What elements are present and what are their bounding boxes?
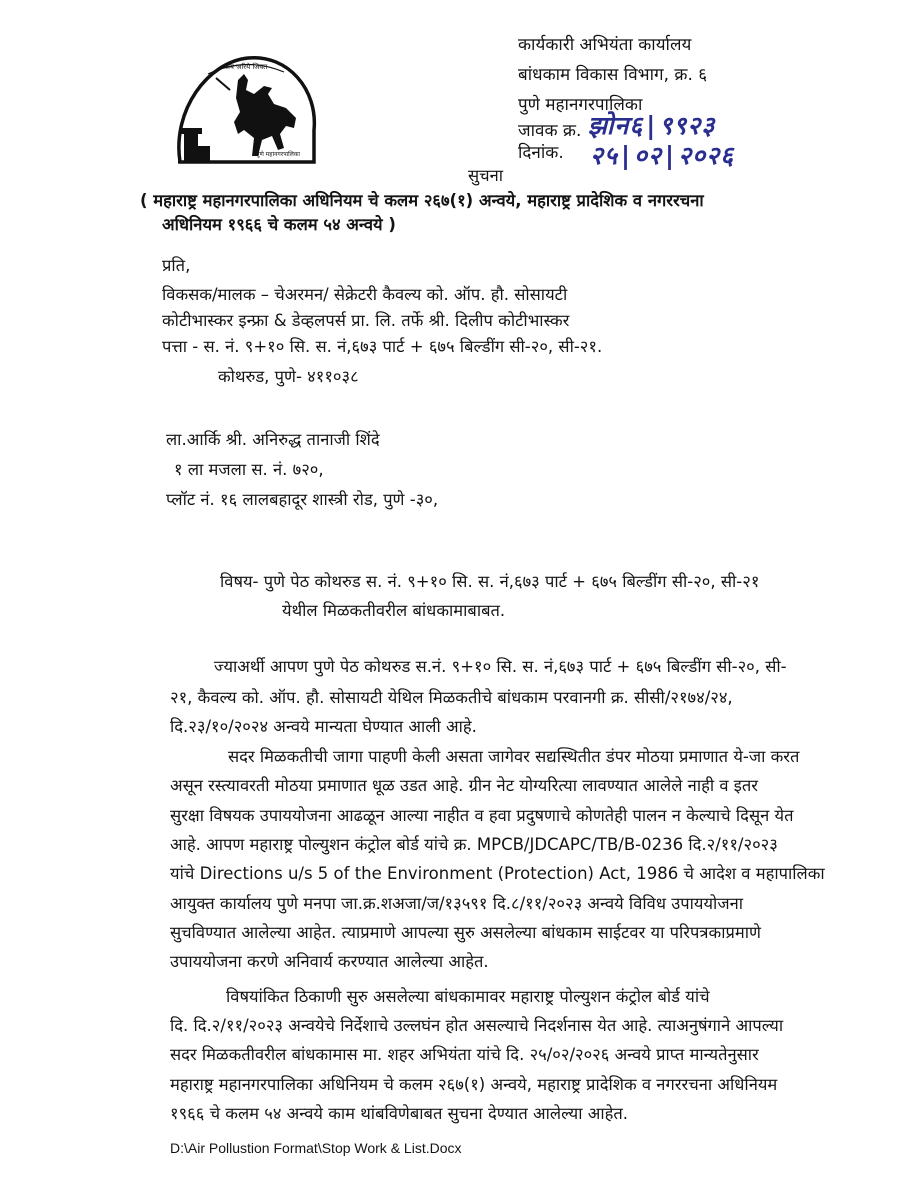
body-line: यांचे Directions u/s 5 of the Environment (Protection) Act, 1986 चे आदेश व महापालिका bbox=[170, 864, 825, 883]
body-line: दि. दि.२/११/२०२३ अन्वयेचे निर्देशाचे उल्लघंन होत असल्याचे निदर्शनास येत आहे. त्याअनुषंगाने आपल्या bbox=[170, 1016, 784, 1035]
architect-line1: ला.आर्कि श्री. अनिरुद्ध तानाजी शिंदे bbox=[166, 430, 380, 449]
recipient-address-line4: कोथरुड, पुणे- ४११०३८ bbox=[218, 367, 359, 386]
body-line: १९६६ चे कलम ५४ अन्वये काम थांबविणेबाबत सुचना देण्यात आलेल्या आहेत. bbox=[170, 1104, 628, 1123]
logo-top-text: जय जरिये जिवत bbox=[224, 63, 268, 71]
body-line: असून रस्त्यावरती मोठया प्रमाणात धूळ उडत आहे. ग्रीन नेट योग्यरित्या लावण्यात आलेले नाही व इतर bbox=[170, 776, 759, 795]
body-line: आहे. आपण महाराष्ट्र पोल्युशन कंट्रोल बोर्ड यांचे क्र. MPCB/JDCAPC/TB/B-0236 दि.२/११/२०२३ bbox=[170, 835, 778, 854]
body-line: सदर मिळकतीवरील बांधकामास मा. शहर अभियंता यांचे दि. २५/०२/२०२६ अन्वये प्राप्त मान्यतेनुसार bbox=[170, 1045, 759, 1064]
recipient-address-line3: पत्ता - स. नं. ९+१० सि. स. नं,६७३ पार्ट + ६७५ बिल्डींग सी-२०, सी-२१. bbox=[162, 337, 603, 356]
architect-line3: प्लॉट नं. १६ लालबहादूर शास्त्री रोड, पुणे -३०, bbox=[166, 490, 439, 509]
subject-line1: विषय- पुणे पेठ कोथरुड स. नं. ९+१० सि. स. नं,६७३ पार्ट + ६७५ बिल्डींग सी-२०, सी-२१ bbox=[220, 572, 760, 591]
office-name-line3: पुणे महानगरपालिका bbox=[518, 95, 643, 115]
outward-number-label: जावक क्र. bbox=[518, 121, 582, 141]
prati-label: प्रति, bbox=[162, 256, 191, 275]
body-line: सुचविण्यात आलेल्या आहेत. त्याप्रमाणे आपल्या सुरु असलेल्या बांधकाम साईटवर या परिपत्रकाप्रमाणे bbox=[170, 923, 761, 942]
body-line: महाराष्ट्र महानगरपालिका अधिनियम चे कलम २६७(१) अन्वये, महाराष्ट्र प्रादेशिक व नगररचना अधिनियम bbox=[170, 1075, 778, 1094]
recipient-line2: कोटीभास्कर इन्फ्रा & डेव्हलपर्स प्रा. लि. तर्फे श्री. दिलीप कोटीभास्कर bbox=[162, 311, 570, 330]
body-line: सुरक्षा विषयक उपाययोजना आढळून आल्या नाहीत व हवा प्रदुषणाचे कोणतेही पालन न केल्याचे दिसून येत bbox=[170, 806, 794, 825]
date-handwritten: २५|०२|२०२६ bbox=[590, 141, 735, 170]
notice-subtitle-line1: ( महाराष्ट्र महानगरपालिका अधिनियम चे कलम २६७(१) अन्वये, महाराष्ट्र प्रादेशिक व नगररचना bbox=[140, 191, 704, 210]
architect-line2: १ ला मजला स. नं. ७२०, bbox=[174, 460, 324, 479]
logo-bottom-text: पुणे महानगरपालिका bbox=[256, 151, 300, 158]
pmc-logo-emblem-icon bbox=[168, 50, 324, 176]
body-line: ज्याअर्थी आपण पुणे पेठ कोथरुड स.नं. ९+१० सि. स. नं,६७३ पार्ट + ६७५ बिल्डींग सी-२०, सी- bbox=[214, 657, 787, 676]
body-line: २१, कैवल्य को. ऑप. हौ. सोसायटी येथिल मिळकतीचे बांधकाम परवानगी क्र. सीसी/२१७४/२४, bbox=[170, 688, 733, 707]
recipient-line1: विकसक/मालक – चेअरमन/ सेक्रेटरी कैवल्य को. ऑप. हौ. सोसायटी bbox=[162, 285, 568, 304]
footer-file-path: D:\Air Pollustion Format\Stop Work & List.Docx bbox=[170, 1140, 462, 1156]
notice-title: सुचना bbox=[468, 166, 504, 185]
body-line: उपाययोजना करणे अनिवार्य करण्यात आलेल्या आहेत. bbox=[170, 952, 489, 971]
date-label: दिनांक. bbox=[518, 143, 564, 163]
office-name-line1: कार्यकारी अभियंता कार्यालय bbox=[518, 35, 692, 55]
body-line: आयुक्त कार्यालय पुणे मनपा जा.क्र.शअजा/ज/१३५९१ दि.८/११/२०२३ अन्वये विविध उपाययोजना bbox=[170, 894, 743, 913]
subject-line2: येथील मिळकतीवरील बांधकामाबाबत. bbox=[282, 601, 506, 620]
office-name-line2: बांधकाम विकास विभाग, क्र. ६ bbox=[518, 65, 708, 85]
body-line: सदर मिळकतीची जागा पाहणी केली असता जागेवर सद्यस्थितीत डंपर मोठया प्रमाणात ये-जा करत bbox=[228, 747, 800, 766]
outward-number-handwritten: झोन६|९९२३ bbox=[588, 111, 716, 140]
body-line: विषयांकित ठिकाणी सुरु असलेल्या बांधकामावर महाराष्ट्र पोल्युशन कंट्रोल बोर्ड यांचे bbox=[226, 987, 710, 1006]
body-line: दि.२३/१०/२०२४ अन्वये मान्यता घेण्यात आली आहे. bbox=[170, 717, 477, 736]
notice-subtitle-line2: अधिनियम १९६६ चे कलम ५४ अन्वये ) bbox=[162, 215, 396, 234]
